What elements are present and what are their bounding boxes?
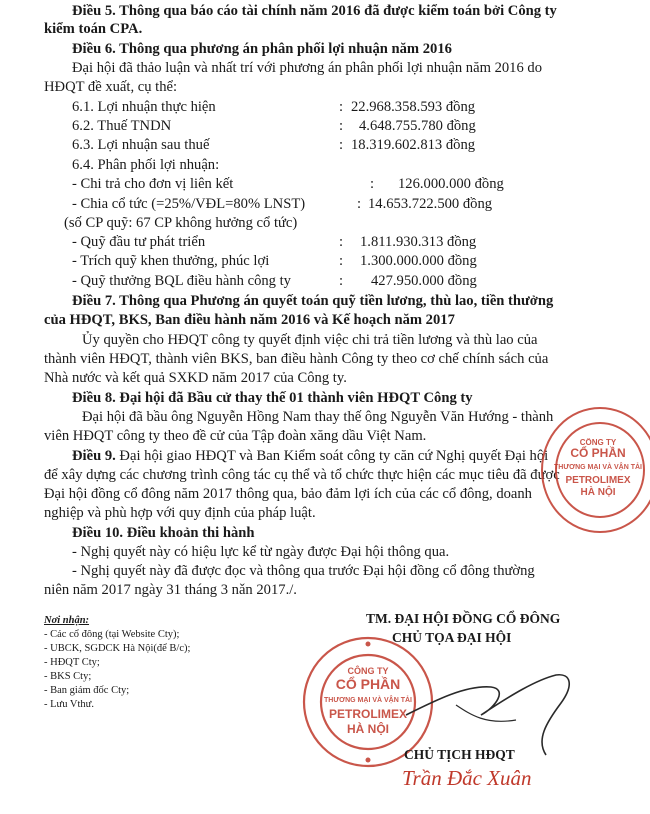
colon: : <box>339 234 344 250</box>
colon: : <box>339 273 344 289</box>
seal-text: CỔ PHẦN <box>570 446 626 460</box>
profit-item-label: 6.2. Thuế TNDN <box>72 118 172 134</box>
signatory-name: Trần Đắc Xuân <box>402 766 532 790</box>
article-6-title: Điều 6. Thông qua phương án phân phối lợi nhuận năm 2016 <box>72 41 452 57</box>
seal-text: HÀ NỘI <box>347 722 389 736</box>
article-6-intro: Đại hội đã thảo luận và nhất trí với phương án phân phối lợi nhuận năm 2016 do <box>72 60 543 76</box>
recipient-item: - BKS Cty; <box>44 671 92 682</box>
dividend-note: (số CP quỹ: 67 CP không hưởng cổ tức) <box>64 215 298 231</box>
colon: : <box>370 176 375 192</box>
article-10-body: - Nghị quyết này có hiệu lực kể từ ngày được Đại hội thông qua. <box>72 544 450 560</box>
distribution-item-label: - Chia cổ tức (=25%/VĐL=80% LNST) <box>72 196 306 212</box>
seal-text: THƯƠNG MẠI VÀ VẬN TẢI <box>554 464 642 471</box>
distribution-item-label: - Quỹ đầu tư phát triển <box>72 234 206 250</box>
seal-text: CỔ PHẦN <box>335 676 401 692</box>
article-5-title-cont: kiểm toán CPA. <box>44 21 143 37</box>
distribution-item-value: 1.300.000.000 đồng <box>360 253 477 269</box>
article-9-lead: Điều 9. <box>72 448 116 464</box>
article-7-body: thành viên HĐQT, thành viên BKS, ban điều hành Công ty theo cơ chế chính sách của <box>44 351 549 367</box>
colon: : <box>339 99 344 115</box>
article-10-title: Điều 10. Điều khoản thi hành <box>72 525 255 541</box>
article-6-intro-cont: HĐQT đề xuất, cụ thể: <box>44 79 178 95</box>
article-8-title: Điều 8. Đại hội đã Bầu cử thay thế 01 thành viên HĐQT Công ty <box>72 390 473 406</box>
colon: : <box>339 118 344 134</box>
article-10-body: niên năm 2017 ngày 31 tháng 3 nǎn 2017./. <box>44 582 297 598</box>
signature-role: CHỦ TỊCH HĐQT <box>404 747 515 762</box>
seal-text: CÔNG TY <box>579 438 617 447</box>
company-seal-icon <box>530 395 650 545</box>
article-9-line <box>72 447 548 465</box>
article-7-title-cont: của HĐQT, BKS, Ban điều hành năm 2016 và Kế hoạch năm 2017 <box>44 312 455 328</box>
signature-title: TM. ĐẠI HỘI ĐỒNG CỔ ĐÔNG <box>366 611 561 626</box>
article-8-body: viên HĐQT công ty theo đề cử của Tập đoàn xăng dầu Việt Nam. <box>44 428 427 444</box>
signature-subtitle: CHỦ TỌA ĐẠI HỘI <box>392 630 512 645</box>
seal-text: PETROLIMEX <box>328 707 408 721</box>
profit-item-value: 22.968.358.593 đồng <box>351 99 476 115</box>
distribution-item-value: 126.000.000 đồng <box>398 176 504 192</box>
article-7-title: Điều 7. Thông qua Phương án quyết toán quỹ tiền lương, thù lao, tiền thưởng <box>72 293 554 309</box>
seal-text: HÀ NỘI <box>580 487 616 498</box>
article-9-body: Đại hội giao HĐQT và Ban Kiểm soát công ty căn cứ Nghị quyết Đại hội <box>115 448 549 464</box>
distribution-item-label: - Trích quỹ khen thưởng, phúc lợi <box>72 253 270 269</box>
article-5-title: Điều 5. Thông qua báo cáo tài chính năm 2016 đã được kiểm toán bởi Công ty <box>72 3 557 19</box>
article-7-body: Nhà nước và kết quả SXKD năm 2017 của Công ty. <box>44 370 347 386</box>
colon: : <box>357 196 362 212</box>
profit-item-label: 6.1. Lợi nhuận thực hiện <box>72 99 216 115</box>
article-9-body: để xây dựng các chương trình công tác cụ thể và tổ chức thực hiện các mục tiêu đã được <box>44 467 560 483</box>
article-9-body: Đại hội đồng cổ đông năm 2017 thông qua, bảo đảm lợi ích của các cổ đông, doanh <box>44 486 532 502</box>
recipient-item: - Các cổ đông (tại Website Cty); <box>44 629 180 640</box>
distribution-item-value: 1.811.930.313 đồng <box>360 234 477 250</box>
seal-text: THƯƠNG MẠI VÀ VẬN TẢI <box>324 697 412 704</box>
recipients-title: Nơi nhận: <box>44 615 90 626</box>
recipient-item: - Ban giám đốc Cty; <box>44 685 130 696</box>
distribution-subtitle: 6.4. Phân phối lợi nhuận: <box>72 157 220 173</box>
article-10-body: - Nghị quyết này đã được đọc và thông qua trước Đại hội đồng cổ đông thường <box>72 563 535 579</box>
seal-text: CÔNG TY <box>347 666 389 676</box>
colon: : <box>339 253 344 269</box>
recipient-item: - UBCK, SGDCK Hà Nội(để B/c); <box>44 643 191 654</box>
distribution-item-value: 14.653.722.500 đồng <box>368 196 493 212</box>
seal-text: PETROLIMEX <box>565 475 631 486</box>
colon: : <box>339 137 344 153</box>
recipient-item: - HĐQT Cty; <box>44 657 100 668</box>
distribution-item-value: 427.950.000 đồng <box>371 273 477 289</box>
article-8-body: Đại hội đã bầu ông Nguyễn Hồng Nam thay thế ông Nguyễn Văn Hướng - thành <box>82 409 554 425</box>
profit-item-value: 4.648.755.780 đồng <box>359 118 476 134</box>
profit-item-value: 18.319.602.813 đồng <box>351 137 476 153</box>
article-9-body: nghiệp và phù hợp với quy định của pháp luật. <box>44 505 316 521</box>
profit-item-label: 6.3. Lợi nhuận sau thuế <box>72 137 210 153</box>
distribution-item-label: - Chi trả cho đơn vị liên kết <box>72 176 234 192</box>
article-7-body: Ủy quyền cho HĐQT công ty quyết định việc chi trả tiền lương và thù lao của <box>82 332 538 348</box>
distribution-item-label: - Quỹ thưởng BQL điều hành công ty <box>72 273 291 289</box>
recipient-item: - Lưu Vthư. <box>44 699 94 710</box>
